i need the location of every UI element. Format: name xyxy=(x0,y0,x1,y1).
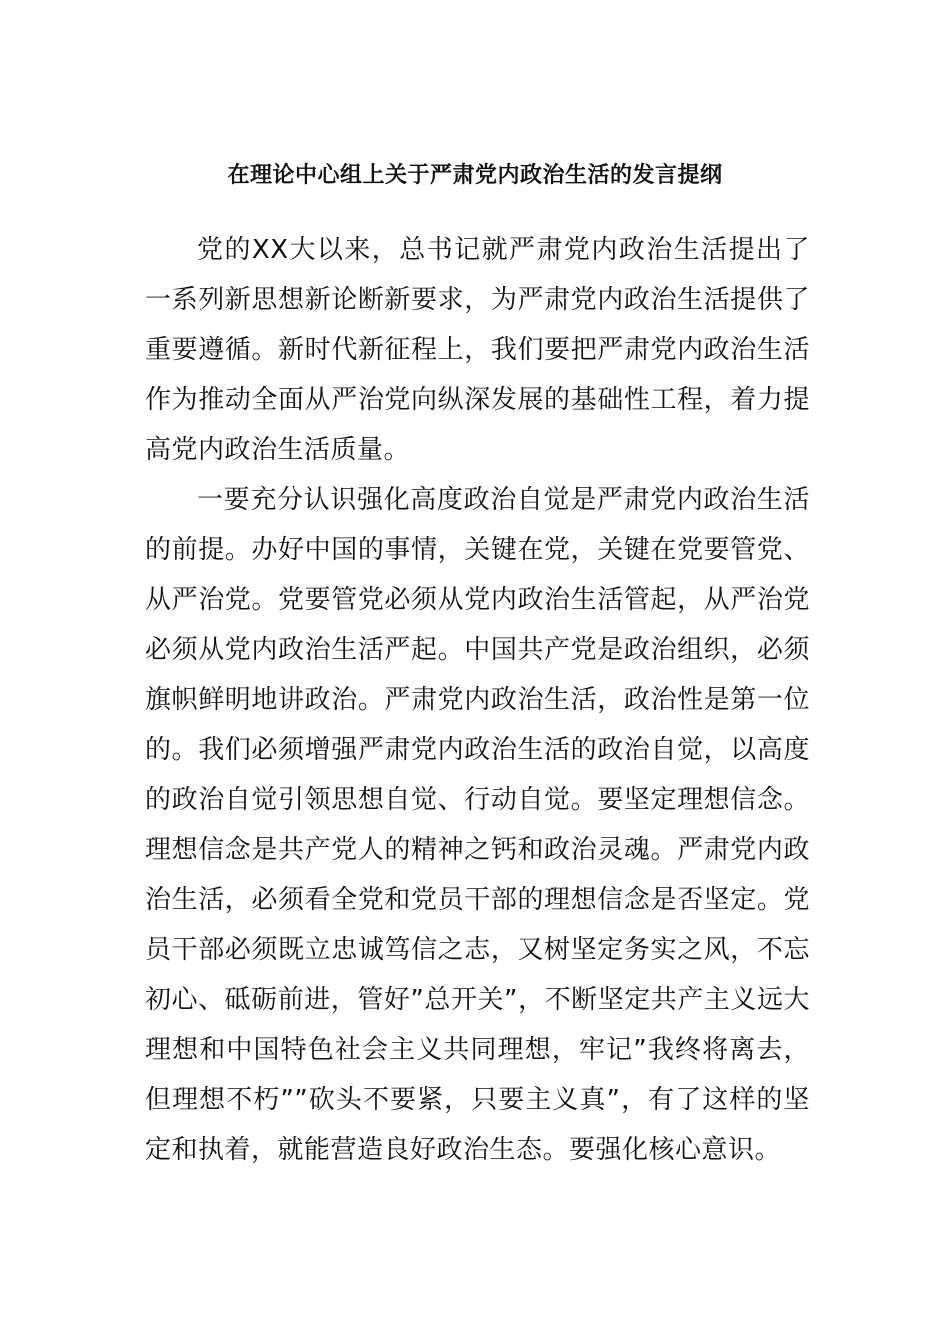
document-body xyxy=(145,225,810,1175)
paragraph-intro: 党的XX大以来，总书记就严肃党内政治生活提出了一系列新思想新论断新要求，为严肃党内政治生活提供了重要遵循。新时代新征程上，我们要把严肃党内政治生活作为推动全面从严治党向纵深发展的基础性工程，着力提高党内政治生活质量。 xyxy=(145,235,810,465)
document-title: 在理论中心组上关于严肃党内政治生活的发言提纲 xyxy=(227,163,723,188)
paragraph-point-one: 一要充分认识强化高度政治自觉是严肃党内政治生活的前提。办好中国的事情，关键在党，关键在党要管党、从严治党。党要管党必须从党内政治生活管起，从严治党必须从党内政治生活严起。中国共产党是政治组织，必须旗帜鲜明地讲政治。严肃党内政治生活，政治性是第一位的。我们必须增强严肃党内政治生活的政治自觉，以高度的政治自觉引领思想自觉、行动自觉。要坚定理想信念。理想信念是共产党人的精神之钙和政治灵魂。严肃党内政治生活，必须看全党和党员干部的理想信念是否坚定。党员干部必须既立忠诚笃信之志，又树坚定务实之风，不忘初心、砥砺前进，管好”总开关”，不断坚定共产主义远大理想和中国特色社会主义共同理想，牢记”我终将离去，但理想不朽””砍头不要紧，只要主义真”，有了这样的坚定和执着，就能营造良好政治生态。要强化核心意识。 xyxy=(145,485,810,1165)
